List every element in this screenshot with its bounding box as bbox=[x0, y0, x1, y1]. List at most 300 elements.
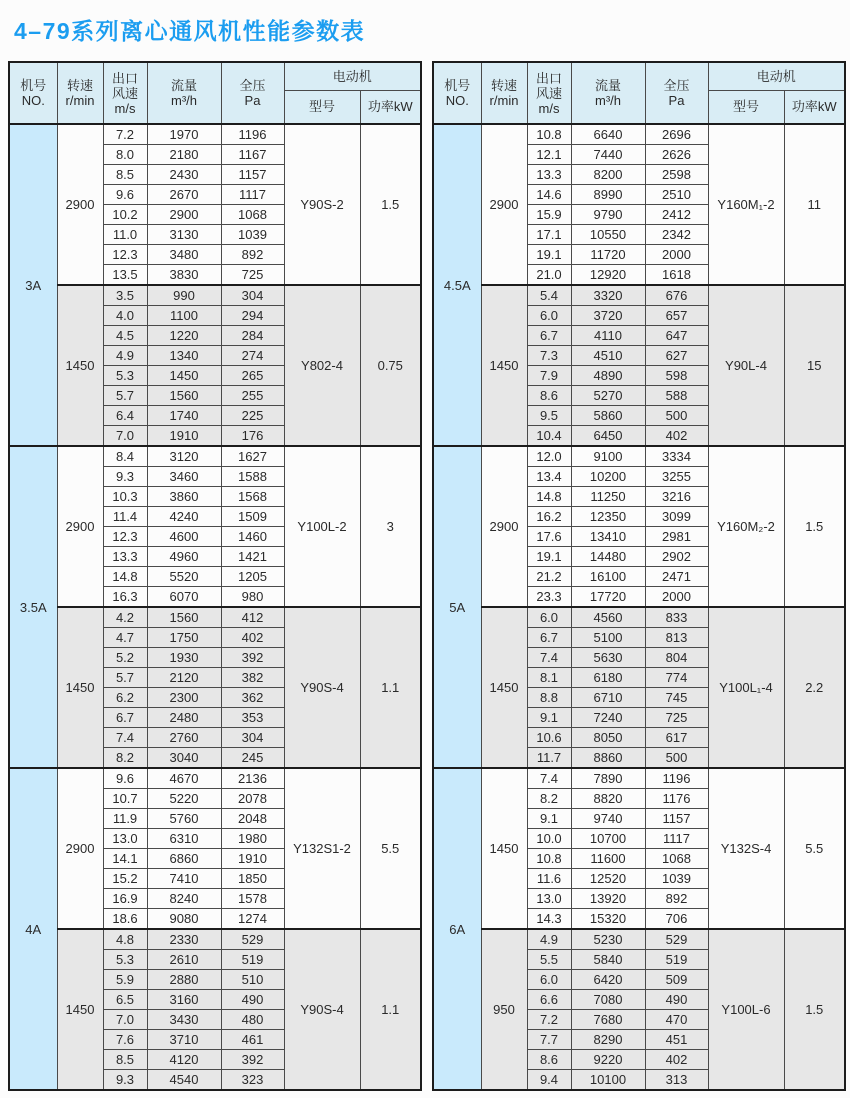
outlet-speed-cell: 6.0 bbox=[527, 306, 571, 326]
header-line: NO. bbox=[21, 93, 45, 108]
pressure-cell: 392 bbox=[221, 1050, 284, 1070]
pressure-cell: 2136 bbox=[221, 768, 284, 789]
header-flow bbox=[147, 62, 221, 124]
outlet-speed-cell: 17.1 bbox=[527, 225, 571, 245]
flow-cell: 2120 bbox=[147, 668, 221, 688]
rpm-cell: 1450 bbox=[57, 285, 103, 446]
flow-cell: 13410 bbox=[571, 527, 645, 547]
flow-cell: 3120 bbox=[147, 446, 221, 467]
pressure-cell: 323 bbox=[221, 1070, 284, 1091]
header-line: 机号 bbox=[444, 78, 471, 93]
outlet-speed-cell: 14.8 bbox=[527, 487, 571, 507]
outlet-speed-cell: 19.1 bbox=[527, 245, 571, 265]
pressure-cell: 676 bbox=[645, 285, 708, 306]
pressure-cell: 362 bbox=[221, 688, 284, 708]
outlet-speed-cell: 8.2 bbox=[527, 789, 571, 809]
pressure-cell: 1157 bbox=[221, 165, 284, 185]
pressure-cell: 774 bbox=[645, 668, 708, 688]
tables-container bbox=[8, 61, 850, 1091]
table-row bbox=[433, 446, 845, 467]
machine-no-cell: 4.5A bbox=[433, 124, 481, 446]
flow-cell: 990 bbox=[147, 285, 221, 306]
flow-cell: 2180 bbox=[147, 145, 221, 165]
header-line: 出口 bbox=[535, 70, 562, 86]
outlet-speed-cell: 12.1 bbox=[527, 145, 571, 165]
pressure-cell: 2412 bbox=[645, 205, 708, 225]
header-line: Pa bbox=[244, 93, 261, 108]
pressure-cell: 461 bbox=[221, 1030, 284, 1050]
flow-cell: 4560 bbox=[571, 607, 645, 628]
outlet-speed-cell: 18.6 bbox=[103, 909, 147, 930]
pressure-cell: 1039 bbox=[221, 225, 284, 245]
flow-cell: 8200 bbox=[571, 165, 645, 185]
flow-cell: 10550 bbox=[571, 225, 645, 245]
outlet-speed-cell: 15.9 bbox=[527, 205, 571, 225]
outlet-speed-cell: 17.6 bbox=[527, 527, 571, 547]
pressure-cell: 1588 bbox=[221, 467, 284, 487]
flow-cell: 2300 bbox=[147, 688, 221, 708]
outlet-speed-cell: 9.4 bbox=[527, 1070, 571, 1091]
flow-cell: 8240 bbox=[147, 889, 221, 909]
outlet-speed-cell: 13.4 bbox=[527, 467, 571, 487]
outlet-speed-cell: 13.0 bbox=[527, 889, 571, 909]
pressure-cell: 500 bbox=[645, 406, 708, 426]
outlet-speed-cell: 8.6 bbox=[527, 386, 571, 406]
outlet-speed-cell: 6.5 bbox=[103, 990, 147, 1010]
pressure-cell: 470 bbox=[645, 1010, 708, 1030]
outlet-speed-cell: 11.7 bbox=[527, 748, 571, 769]
pressure-cell: 529 bbox=[221, 929, 284, 950]
header-motor-model bbox=[708, 90, 784, 124]
pressure-cell: 892 bbox=[221, 245, 284, 265]
flow-cell: 3480 bbox=[147, 245, 221, 265]
outlet-speed-cell: 13.5 bbox=[103, 265, 147, 286]
motor-power-cell: 1.5 bbox=[360, 124, 421, 285]
outlet-speed-cell: 3.5 bbox=[103, 285, 147, 306]
pressure-cell: 1627 bbox=[221, 446, 284, 467]
table-body bbox=[9, 124, 421, 1090]
pressure-cell: 529 bbox=[645, 929, 708, 950]
flow-cell: 3460 bbox=[147, 467, 221, 487]
motor-power-cell: 1.1 bbox=[360, 607, 421, 768]
pressure-cell: 1850 bbox=[221, 869, 284, 889]
pressure-cell: 1196 bbox=[221, 124, 284, 145]
outlet-speed-cell: 14.8 bbox=[103, 567, 147, 587]
pressure-cell: 2981 bbox=[645, 527, 708, 547]
flow-cell: 4120 bbox=[147, 1050, 221, 1070]
outlet-speed-cell: 9.3 bbox=[103, 1070, 147, 1091]
flow-cell: 2880 bbox=[147, 970, 221, 990]
flow-cell: 1560 bbox=[147, 386, 221, 406]
flow-cell: 8990 bbox=[571, 185, 645, 205]
flow-cell: 6710 bbox=[571, 688, 645, 708]
header-speed bbox=[57, 62, 103, 124]
motor-model-cell: Y90L-4 bbox=[708, 285, 784, 446]
pressure-cell: 265 bbox=[221, 366, 284, 386]
outlet-speed-cell: 10.8 bbox=[527, 124, 571, 145]
pressure-cell: 274 bbox=[221, 346, 284, 366]
flow-cell: 1560 bbox=[147, 607, 221, 628]
pressure-cell: 804 bbox=[645, 648, 708, 668]
flow-cell: 1100 bbox=[147, 306, 221, 326]
flow-cell: 8290 bbox=[571, 1030, 645, 1050]
pressure-cell: 392 bbox=[221, 648, 284, 668]
outlet-speed-cell: 11.9 bbox=[103, 809, 147, 829]
outlet-speed-cell: 4.7 bbox=[103, 628, 147, 648]
outlet-speed-cell: 8.8 bbox=[527, 688, 571, 708]
outlet-speed-cell: 7.9 bbox=[527, 366, 571, 386]
pressure-cell: 490 bbox=[221, 990, 284, 1010]
flow-cell: 1220 bbox=[147, 326, 221, 346]
pressure-cell: 1421 bbox=[221, 547, 284, 567]
flow-cell: 6180 bbox=[571, 668, 645, 688]
outlet-speed-cell: 5.7 bbox=[103, 668, 147, 688]
header-line: NO. bbox=[445, 93, 469, 108]
header-line: 风速 bbox=[535, 85, 562, 101]
motor-power-cell: 1.1 bbox=[360, 929, 421, 1090]
outlet-speed-cell: 6.7 bbox=[527, 628, 571, 648]
flow-cell: 6420 bbox=[571, 970, 645, 990]
outlet-speed-cell: 11.6 bbox=[527, 869, 571, 889]
outlet-speed-cell: 6.6 bbox=[527, 990, 571, 1010]
pressure-cell: 294 bbox=[221, 306, 284, 326]
flow-cell: 3040 bbox=[147, 748, 221, 769]
flow-cell: 7890 bbox=[571, 768, 645, 789]
outlet-speed-cell: 23.3 bbox=[527, 587, 571, 608]
pressure-cell: 3099 bbox=[645, 507, 708, 527]
flow-cell: 3160 bbox=[147, 990, 221, 1010]
pressure-cell: 402 bbox=[645, 1050, 708, 1070]
header-line: 电动机 bbox=[332, 68, 372, 84]
outlet-speed-cell: 16.9 bbox=[103, 889, 147, 909]
machine-no-cell: 4A bbox=[9, 768, 57, 1090]
header-line: m/s bbox=[114, 100, 136, 116]
outlet-speed-cell: 7.3 bbox=[527, 346, 571, 366]
pressure-cell: 304 bbox=[221, 728, 284, 748]
header-line: 功率kW bbox=[367, 99, 413, 115]
motor-model-cell: Y100L-6 bbox=[708, 929, 784, 1090]
outlet-speed-cell: 16.3 bbox=[103, 587, 147, 608]
header-outlet-speed bbox=[527, 62, 571, 124]
flow-cell: 5840 bbox=[571, 950, 645, 970]
pressure-cell: 1618 bbox=[645, 265, 708, 286]
header-line: 全压 bbox=[663, 78, 690, 93]
flow-cell: 10100 bbox=[571, 1070, 645, 1091]
flow-cell: 1970 bbox=[147, 124, 221, 145]
table-row bbox=[433, 929, 845, 950]
outlet-speed-cell: 10.7 bbox=[103, 789, 147, 809]
outlet-speed-cell: 4.9 bbox=[103, 346, 147, 366]
flow-cell: 3830 bbox=[147, 265, 221, 286]
flow-cell: 4960 bbox=[147, 547, 221, 567]
outlet-speed-cell: 15.2 bbox=[103, 869, 147, 889]
pressure-cell: 1176 bbox=[645, 789, 708, 809]
rpm-cell: 1450 bbox=[481, 607, 527, 768]
pressure-cell: 617 bbox=[645, 728, 708, 748]
pressure-cell: 1274 bbox=[221, 909, 284, 930]
pressure-cell: 402 bbox=[645, 426, 708, 447]
flow-cell: 5520 bbox=[147, 567, 221, 587]
outlet-speed-cell: 4.5 bbox=[103, 326, 147, 346]
header-motor bbox=[284, 62, 421, 90]
pressure-cell: 725 bbox=[221, 265, 284, 286]
outlet-speed-cell: 14.6 bbox=[527, 185, 571, 205]
outlet-speed-cell: 5.9 bbox=[103, 970, 147, 990]
outlet-speed-cell: 21.2 bbox=[527, 567, 571, 587]
flow-cell: 1450 bbox=[147, 366, 221, 386]
outlet-speed-cell: 6.0 bbox=[527, 970, 571, 990]
flow-cell: 2480 bbox=[147, 708, 221, 728]
pressure-cell: 3334 bbox=[645, 446, 708, 467]
spec-table-right bbox=[432, 61, 846, 1091]
header-line: m³/h bbox=[595, 93, 621, 108]
motor-model-cell: Y132S-4 bbox=[708, 768, 784, 929]
flow-cell: 7410 bbox=[147, 869, 221, 889]
machine-no-cell: 3A bbox=[9, 124, 57, 446]
header-line: 转速 bbox=[490, 78, 517, 93]
table-row bbox=[433, 285, 845, 306]
outlet-speed-cell: 5.3 bbox=[103, 366, 147, 386]
header-line: 电动机 bbox=[756, 68, 796, 84]
pressure-cell: 500 bbox=[645, 748, 708, 769]
flow-cell: 11600 bbox=[571, 849, 645, 869]
pressure-cell: 892 bbox=[645, 889, 708, 909]
pressure-cell: 1157 bbox=[645, 809, 708, 829]
header-outlet-speed bbox=[103, 62, 147, 124]
header-speed bbox=[481, 62, 527, 124]
outlet-speed-cell: 5.4 bbox=[527, 285, 571, 306]
pressure-cell: 1117 bbox=[221, 185, 284, 205]
motor-power-cell: 11 bbox=[784, 124, 845, 285]
outlet-speed-cell: 6.7 bbox=[527, 326, 571, 346]
flow-cell: 9740 bbox=[571, 809, 645, 829]
pressure-cell: 1509 bbox=[221, 507, 284, 527]
pressure-cell: 2078 bbox=[221, 789, 284, 809]
flow-cell: 9080 bbox=[147, 909, 221, 930]
pressure-cell: 1068 bbox=[221, 205, 284, 225]
header-line: 型号 bbox=[732, 99, 759, 115]
header-line: 出口 bbox=[111, 70, 138, 86]
outlet-speed-cell: 7.0 bbox=[103, 426, 147, 447]
pressure-cell: 353 bbox=[221, 708, 284, 728]
flow-cell: 6070 bbox=[147, 587, 221, 608]
motor-power-cell: 5.5 bbox=[784, 768, 845, 929]
outlet-speed-cell: 10.8 bbox=[527, 849, 571, 869]
pressure-cell: 509 bbox=[645, 970, 708, 990]
header-line: r/min bbox=[489, 93, 519, 108]
header-machine-no bbox=[9, 62, 57, 124]
pressure-cell: 647 bbox=[645, 326, 708, 346]
header-line: r/min bbox=[65, 93, 95, 108]
pressure-cell: 657 bbox=[645, 306, 708, 326]
pressure-cell: 2000 bbox=[645, 245, 708, 265]
outlet-speed-cell: 11.4 bbox=[103, 507, 147, 527]
outlet-speed-cell: 12.3 bbox=[103, 245, 147, 265]
pressure-cell: 2902 bbox=[645, 547, 708, 567]
motor-model-cell: Y100L₁-4 bbox=[708, 607, 784, 768]
flow-cell: 3130 bbox=[147, 225, 221, 245]
pressure-cell: 833 bbox=[645, 607, 708, 628]
outlet-speed-cell: 4.2 bbox=[103, 607, 147, 628]
outlet-speed-cell: 14.1 bbox=[103, 849, 147, 869]
flow-cell: 2670 bbox=[147, 185, 221, 205]
flow-cell: 13920 bbox=[571, 889, 645, 909]
pressure-cell: 3216 bbox=[645, 487, 708, 507]
outlet-speed-cell: 13.3 bbox=[527, 165, 571, 185]
pressure-cell: 510 bbox=[221, 970, 284, 990]
pressure-cell: 519 bbox=[221, 950, 284, 970]
header-line: Pa bbox=[668, 93, 685, 108]
pressure-cell: 1205 bbox=[221, 567, 284, 587]
header-flow bbox=[571, 62, 645, 124]
outlet-speed-cell: 13.0 bbox=[103, 829, 147, 849]
pressure-cell: 2626 bbox=[645, 145, 708, 165]
rpm-cell: 2900 bbox=[57, 446, 103, 607]
flow-cell: 14480 bbox=[571, 547, 645, 567]
motor-model-cell: Y802-4 bbox=[284, 285, 360, 446]
header-motor-power bbox=[360, 90, 421, 124]
machine-no-cell: 5A bbox=[433, 446, 481, 768]
header-motor bbox=[708, 62, 845, 90]
motor-power-cell: 0.75 bbox=[360, 285, 421, 446]
header-line: 功率kW bbox=[791, 99, 837, 115]
flow-cell: 9790 bbox=[571, 205, 645, 225]
pressure-cell: 451 bbox=[645, 1030, 708, 1050]
motor-power-cell: 3 bbox=[360, 446, 421, 607]
outlet-speed-cell: 10.3 bbox=[103, 487, 147, 507]
header-line: 流量 bbox=[594, 78, 621, 93]
outlet-speed-cell: 6.4 bbox=[103, 406, 147, 426]
header-line: 全压 bbox=[239, 78, 266, 93]
table-row bbox=[433, 768, 845, 789]
table-header bbox=[433, 62, 845, 124]
flow-cell: 1930 bbox=[147, 648, 221, 668]
flow-cell: 4110 bbox=[571, 326, 645, 346]
outlet-speed-cell: 10.4 bbox=[527, 426, 571, 447]
pressure-cell: 1196 bbox=[645, 768, 708, 789]
pressure-cell: 480 bbox=[221, 1010, 284, 1030]
header-line: 流量 bbox=[170, 78, 197, 93]
outlet-speed-cell: 10.2 bbox=[103, 205, 147, 225]
pressure-cell: 1980 bbox=[221, 829, 284, 849]
motor-model-cell: Y160M₂-2 bbox=[708, 446, 784, 607]
outlet-speed-cell: 5.3 bbox=[103, 950, 147, 970]
table-row bbox=[9, 446, 421, 467]
pressure-cell: 1167 bbox=[221, 145, 284, 165]
outlet-speed-cell: 4.9 bbox=[527, 929, 571, 950]
pressure-cell: 1460 bbox=[221, 527, 284, 547]
motor-model-cell: Y90S-4 bbox=[284, 607, 360, 768]
motor-power-cell: 1.5 bbox=[784, 929, 845, 1090]
outlet-speed-cell: 21.0 bbox=[527, 265, 571, 286]
pressure-cell: 2696 bbox=[645, 124, 708, 145]
flow-cell: 6860 bbox=[147, 849, 221, 869]
pressure-cell: 588 bbox=[645, 386, 708, 406]
outlet-speed-cell: 5.7 bbox=[103, 386, 147, 406]
pressure-cell: 980 bbox=[221, 587, 284, 608]
rpm-cell: 1450 bbox=[481, 285, 527, 446]
pressure-cell: 1578 bbox=[221, 889, 284, 909]
rpm-cell: 1450 bbox=[57, 929, 103, 1090]
header-line: m³/h bbox=[171, 93, 197, 108]
outlet-speed-cell: 6.7 bbox=[103, 708, 147, 728]
header-line: 风速 bbox=[111, 85, 138, 101]
flow-cell: 2330 bbox=[147, 929, 221, 950]
outlet-speed-cell: 4.0 bbox=[103, 306, 147, 326]
flow-cell: 8860 bbox=[571, 748, 645, 769]
flow-cell: 15320 bbox=[571, 909, 645, 930]
outlet-speed-cell: 12.3 bbox=[103, 527, 147, 547]
page-title: 4–79系列离心通风机性能参数表 bbox=[14, 18, 366, 44]
flow-cell: 5270 bbox=[571, 386, 645, 406]
table-row bbox=[9, 124, 421, 145]
outlet-speed-cell: 5.2 bbox=[103, 648, 147, 668]
header-line: 转速 bbox=[66, 78, 93, 93]
header-line: 型号 bbox=[308, 99, 335, 115]
flow-cell: 2610 bbox=[147, 950, 221, 970]
outlet-speed-cell: 7.4 bbox=[103, 728, 147, 748]
rpm-cell: 950 bbox=[481, 929, 527, 1090]
flow-cell: 11250 bbox=[571, 487, 645, 507]
outlet-speed-cell: 7.4 bbox=[527, 648, 571, 668]
pressure-cell: 725 bbox=[645, 708, 708, 728]
pressure-cell: 1068 bbox=[645, 849, 708, 869]
table-row bbox=[9, 768, 421, 789]
rpm-cell: 2900 bbox=[57, 768, 103, 929]
flow-cell: 10700 bbox=[571, 829, 645, 849]
flow-cell: 16100 bbox=[571, 567, 645, 587]
pressure-cell: 1117 bbox=[645, 829, 708, 849]
pressure-cell: 2598 bbox=[645, 165, 708, 185]
flow-cell: 4890 bbox=[571, 366, 645, 386]
flow-cell: 4600 bbox=[147, 527, 221, 547]
pressure-cell: 382 bbox=[221, 668, 284, 688]
motor-model-cell: Y160M₁-2 bbox=[708, 124, 784, 285]
flow-cell: 17720 bbox=[571, 587, 645, 608]
pressure-cell: 402 bbox=[221, 628, 284, 648]
outlet-speed-cell: 7.7 bbox=[527, 1030, 571, 1050]
rpm-cell: 2900 bbox=[57, 124, 103, 285]
header-pressure bbox=[645, 62, 708, 124]
flow-cell: 12920 bbox=[571, 265, 645, 286]
flow-cell: 2900 bbox=[147, 205, 221, 225]
flow-cell: 1340 bbox=[147, 346, 221, 366]
flow-cell: 8050 bbox=[571, 728, 645, 748]
header-pressure bbox=[221, 62, 284, 124]
flow-cell: 1750 bbox=[147, 628, 221, 648]
pressure-cell: 598 bbox=[645, 366, 708, 386]
flow-cell: 5860 bbox=[571, 406, 645, 426]
outlet-speed-cell: 9.6 bbox=[103, 185, 147, 205]
outlet-speed-cell: 14.3 bbox=[527, 909, 571, 930]
table-row bbox=[9, 607, 421, 628]
outlet-speed-cell: 9.1 bbox=[527, 708, 571, 728]
flow-cell: 1910 bbox=[147, 426, 221, 447]
flow-cell: 9100 bbox=[571, 446, 645, 467]
flow-cell: 8820 bbox=[571, 789, 645, 809]
pressure-cell: 412 bbox=[221, 607, 284, 628]
flow-cell: 3860 bbox=[147, 487, 221, 507]
table-row bbox=[9, 285, 421, 306]
outlet-speed-cell: 7.4 bbox=[527, 768, 571, 789]
flow-cell: 3320 bbox=[571, 285, 645, 306]
pressure-cell: 2048 bbox=[221, 809, 284, 829]
header-row-1 bbox=[433, 62, 845, 90]
rpm-cell: 1450 bbox=[57, 607, 103, 768]
flow-cell: 3430 bbox=[147, 1010, 221, 1030]
outlet-speed-cell: 4.8 bbox=[103, 929, 147, 950]
flow-cell: 4540 bbox=[147, 1070, 221, 1091]
